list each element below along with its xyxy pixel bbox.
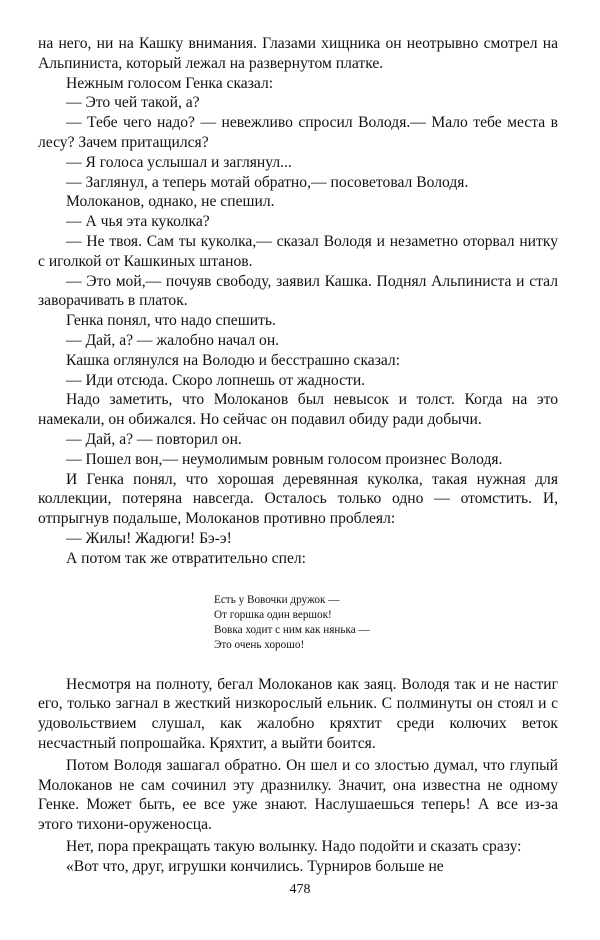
- paragraph: «Вот что, друг, игрушки кончились. Турниров больше не: [66, 857, 444, 875]
- paragraph: Генка понял, что надо спешить.: [66, 312, 276, 330]
- paragraph: — Не твоя. Сам ты куколка,— сказал Володя и незаметно оторвал нитку с иголкой от Кашкиных штанов.: [38, 232, 558, 270]
- paragraph: Потом Володя зашагал обратно. Он шел и со злостью думал, что глупый Молоканов не сам сочинил эту дразнилку. Значит, она известна не одному Генке. Может быть, ее все уже знают. Наслушаешься теперь! А все из-за этого тихони-оруженосца.: [38, 756, 558, 834]
- paragraph: — Пошел вон,— неумолимым ровным голосом произнес Володя.: [66, 450, 503, 468]
- paragraph: — Это чей такой, а?: [66, 94, 200, 112]
- paragraph: — Иди отсюда. Скоро лопнешь от жадности.: [66, 371, 366, 389]
- paragraph: на него, ни на Кашку внимания. Глазами хищника он неотрывно смотрел на Альпиниста, который лежал на развернутом платке.: [38, 35, 558, 72]
- poem-line: Это очень хорошо!: [214, 638, 305, 651]
- paragraph: Надо заметить, что Молоканов был невысок и толст. Когда на это намекали, он обижался. Но сейчас он подавил обиду ради добычи.: [38, 391, 558, 429]
- paragraph: И Генка понял, что хорошая деревянная куколка, такая нужная для коллекции, потеряна навсегда. Осталось только одно — отомстить. И, отпрыгнув подальше, Молоканов противно проблеял:: [38, 470, 558, 528]
- paragraph: — Я голоса услышал и заглянул...: [66, 153, 292, 171]
- paragraph: Несмотря на полноту, бегал Молоканов как заяц. Володя так и не настиг его, только загнал в жесткий низкорослый ельник. С полминуты он стоял и с удовольствием слушал, как жалобно кряхтит среди колючих веток несчастный попрошайка. Кряхтит, а выйти боится.: [38, 675, 558, 752]
- poem-line: Вовка ходит с ним как нянька —: [214, 623, 370, 636]
- paragraph: — Заглянул, а теперь мотай обратно,— посоветовал Володя.: [66, 173, 469, 191]
- paragraph: — Тебе чего надо? — невежливо спросил Володя.— Мало тебе места в лесу? Зачем притащился?: [38, 114, 558, 151]
- paragraph: Нет, пора прекращать такую волынку. Надо подойти и сказать сразу:: [66, 837, 522, 855]
- paragraph: — А чья эта куколка?: [66, 213, 210, 231]
- poem: [214, 593, 558, 653]
- page-number: 478: [289, 882, 311, 897]
- paragraph: Кашка оглянулся на Володю и бесстрашно сказал:: [66, 351, 401, 369]
- paragraph: — Дай, а? — повторил он.: [66, 430, 242, 448]
- paragraph: — Дай, а? — жалобно начал он.: [66, 331, 280, 349]
- poem-line: От горшка один вершок!: [214, 608, 332, 621]
- paragraph: Молоканов, однако, не спешил.: [66, 193, 275, 211]
- paragraph: — Это мой,— почуяв свободу, заявил Кашка. Поднял Альпиниста и стал заворачивать в платок.: [38, 272, 558, 310]
- page-text: [38, 34, 558, 876]
- paragraph: Нежным голосом Генка сказал:: [66, 74, 274, 92]
- paragraph: А потом так же отвратительно спел:: [66, 549, 306, 567]
- poem-line: Есть у Вовочки дружок —: [214, 593, 340, 606]
- paragraph: — Жилы! Жадюги! Бэ-э!: [66, 529, 232, 547]
